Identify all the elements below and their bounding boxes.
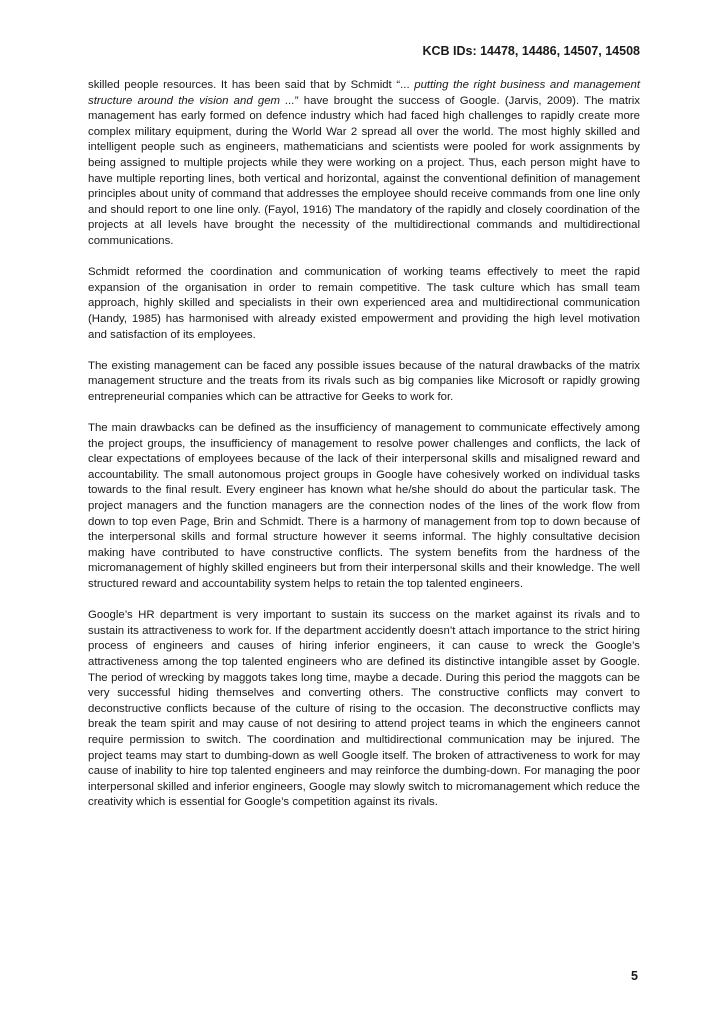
document-header-ids: KCB IDs: 14478, 14486, 14507, 14508 <box>422 44 640 58</box>
paragraph-4: The main drawbacks can be defined as the insufficiency of management to communicate effectively among the project groups, the insufficiency of management to resolve power challenges and conflicts, the lack of clear expectations of employees because of the lack of their interpersonal skills and misaligned reward and accountability. The small autonomous project groups in Google have cohesively worked on individual tasks towards to the final result. Every engineer has known what he/she should do about the particular task. The project managers and the function managers are the connection nodes of the lines of the work flow from down to top even Page, Brin and Schmidt. There is a harmony of management from top to down because of the interpersonal skills and formal structure however it seems informal. The highly consultative decision making have contributed to have constructive conflicts. The system benefits from the hardness of the micromanagement of highly skilled engineers but from their interpersonal skills and their knowledge. The well structured reward and accountability system helps to retain the top talented engineers. <box>88 422 640 590</box>
document-body <box>88 78 640 827</box>
paragraph-1-quote: putting the right business and management structure around the vision and gem ... <box>88 79 640 107</box>
page-number: 5 <box>631 969 638 983</box>
paragraph-1-text-a: skilled people resources. It has been said that by Schmidt “... <box>88 79 415 91</box>
paragraph-3: The existing management can be faced any possible issues because of the natural drawbacks of the matrix management structure and the treats from its rivals such as big companies like Microsoft or rapidly growing entrepreneurial companies which can be attractive for Geeks to work for. <box>88 359 640 403</box>
paragraph-1 <box>88 78 640 250</box>
paragraph-2: Schmidt reformed the coordination and communication of working teams effectively to meet the rapid expansion of the organisation in order to remain competitive. The task culture which has small team approach, highly skilled and specialists in their own experienced area and multidirectional communication (Handy, 1985) has harmonised with already existed empowerment and providing the high level motivation and satisfaction of its employees. <box>88 266 640 341</box>
paragraph-1-text-b: ” have brought the success of Google. (Jarvis, 2009). The matrix management has early formed on defence industry which had faced high challenges to rapidly create more complex military equipment, during the World War 2 spread all over the world. The most highly skilled and intelligent people such as engineers, mathematicians and scientists were pooled for work assignments by being assigned to multiple projects while they were working on a project. Thus, each person might have to have multiple reporting lines, both vertical and horizontal, against the conventional definition of management principles about unity of command that addresses the employee should receive commands from one line only and should report to one line only. (Fayol, 1916) The mandatory of the rapidly and closely coordination of the projects at all levels have brought the necessity of the multidirectional commands and multidirectional communications. <box>88 94 641 247</box>
paragraph-5: Google’s HR department is very important to sustain its success on the market against its rivals and to sustain its attractiveness to work for. If the department accidently doesn’t attach importance to the strict hiring process of engineers and causes of hiring inferior engineers, it can cause to wreck the Google’s attractiveness among the top talented engineers who are defined its distinctive intangible asset by Google. The period of wrecking by maggots takes long time, maybe a decade. During this period the maggots can be very successful hiding themselves and converting others. The constructive conflicts may convert to deconstructive conflicts because of the culture of rising to the occasion. The deconstructive conflicts may break the team spirit and may cause of not desiring to attend project teams in which the engineers cannot require permission to switch. The coordination and multidirectional communication may be injured. The project teams may start to dumbing-down as well Google itself. The broken of attractiveness to work for may cause of inability to hire top talented engineers and may reinforce the dumbing-down. For managing the poor interpersonal skilled and inferior engineers, Google may slowly switch to micromanagement which reduce the creativity which is essential for Google’s competition against its rivals. <box>88 609 640 809</box>
